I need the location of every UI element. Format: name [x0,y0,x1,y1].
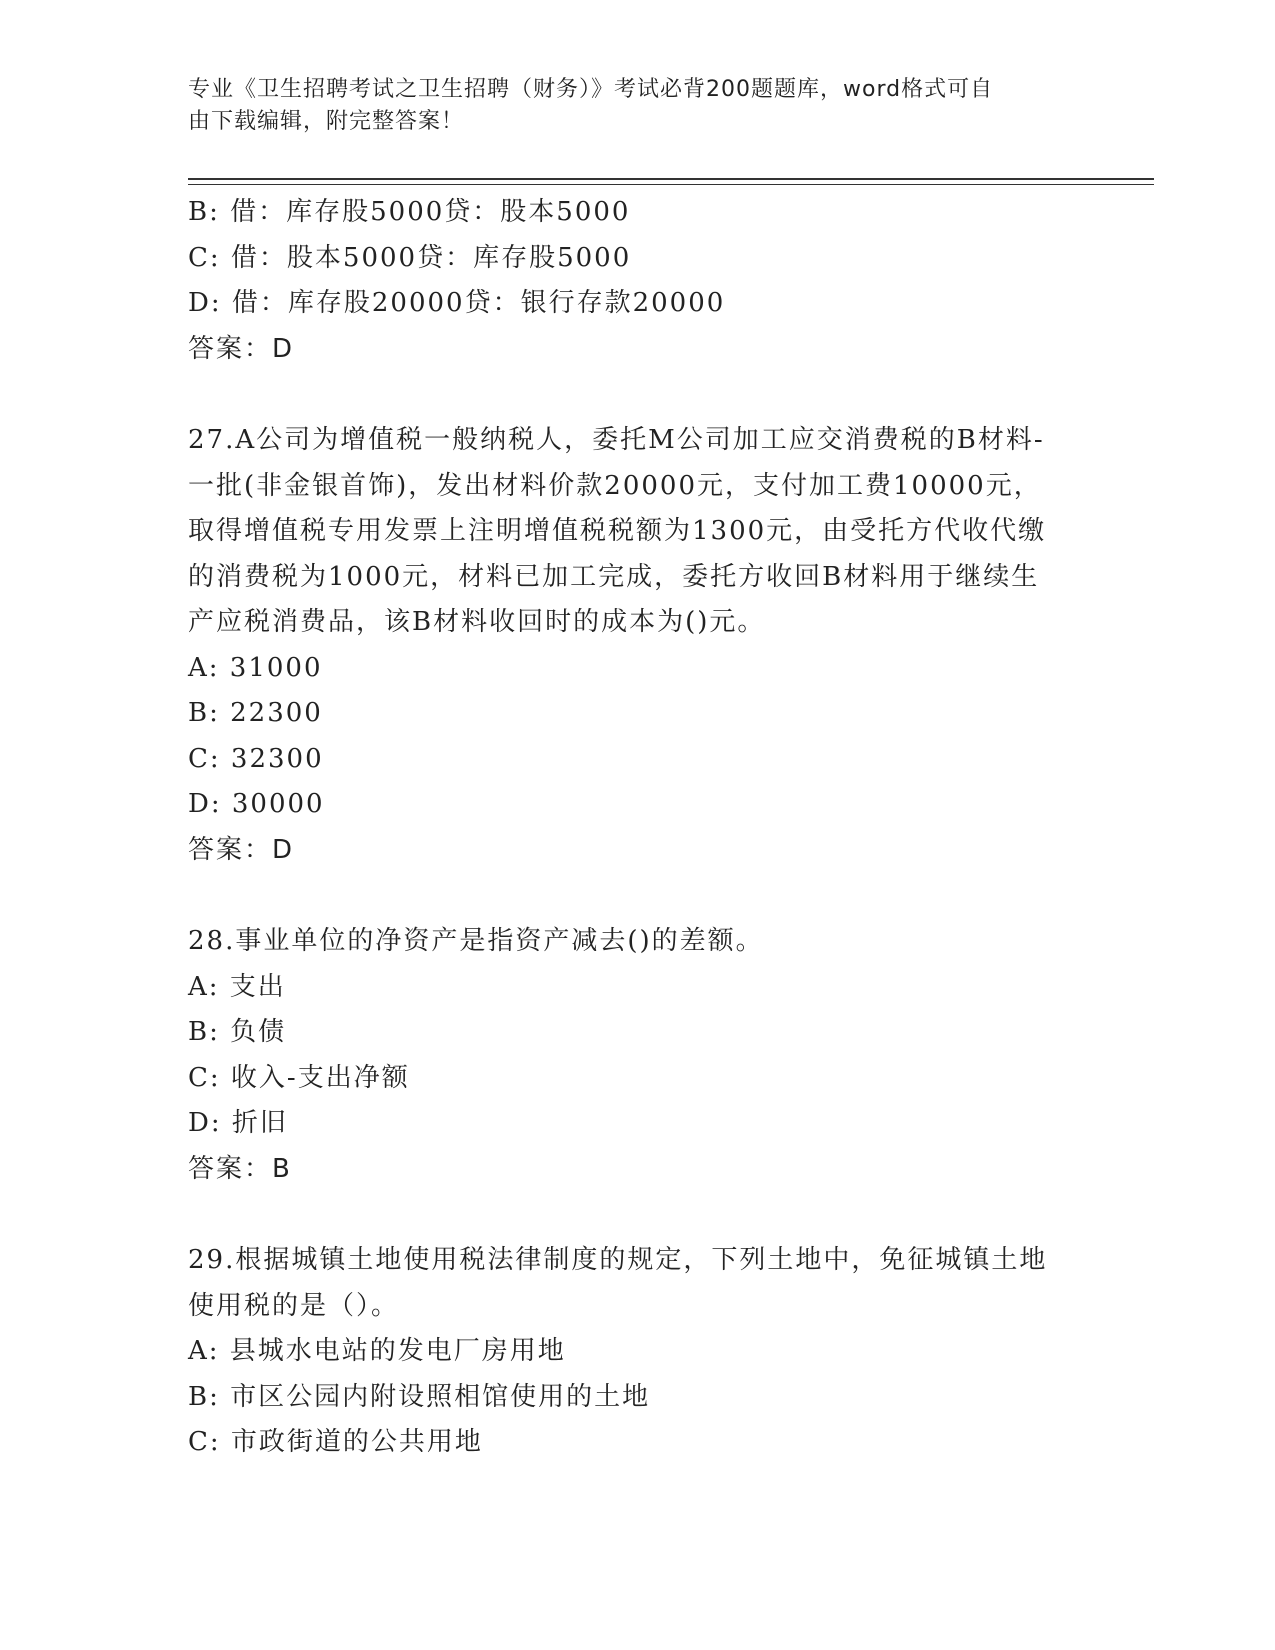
option-b: B: 借：库存股5000贷：股本5000 [188,197,631,227]
option-a: A: 县城水电站的发电厂房用地 [188,1336,566,1366]
question-stem-line: 的消费税为1000元，材料已加工完成，委托方收回B材料用于继续生 [188,561,1040,592]
answer: 答案：B [188,1153,292,1184]
header-line-1: 专业《卫生招聘考试之卫生招聘（财务）》考试必背200题题库，word格式可自 [188,77,994,102]
question-29 [188,1238,1088,1466]
answer: 答案：D [188,834,295,865]
option-a: A: 31000 [188,652,323,683]
question-26-tail [188,190,1088,372]
option-d: D: 借：库存股20000贷：银行存款20000 [188,288,726,318]
document-body [188,190,1088,1466]
answer: 答案：D [188,333,295,364]
option-b: B: 负债 [188,1017,287,1047]
question-stem-line: 使用税的是（）。 [188,1290,400,1321]
question-stem-line: 取得增值税专用发票上注明增值税税额为1300元，由受托方代收代缴 [188,516,1047,546]
header-line-2: 由下载编辑，附完整答案！ [188,109,465,134]
option-a: A: 支出 [188,971,286,1002]
option-c: C: 借：股本5000贷：库存股5000 [188,242,632,273]
spacer [188,1192,1088,1238]
option-b: B: 22300 [188,698,323,728]
header-rule-thin [188,184,1154,185]
question-28 [188,919,1088,1192]
option-d: D: 折旧 [188,1108,288,1138]
option-d: D: 30000 [188,789,325,819]
option-c: C: 32300 [188,743,324,774]
header-rule-thick [188,178,1154,180]
option-b: B: 市区公园内附设照相馆使用的土地 [188,1381,651,1412]
spacer [188,873,1088,919]
question-stem-line: 29.根据城镇土地使用税法律制度的规定，下列土地中，免征城镇土地 [188,1245,1048,1275]
question-27 [188,418,1088,873]
option-c: C: 收入-支出净额 [188,1062,410,1093]
option-c: C: 市政街道的公共用地 [188,1427,483,1457]
question-stem-line: 一批(非金银首饰)，发出材料价款20000元，支付加工费10000元， [188,470,1042,501]
question-stem-line: 产应税消费品，该B材料收回时的成本为()元。 [188,607,766,637]
spacer [188,372,1088,418]
question-stem-line: 27.A公司为增值税一般纳税人，委托M公司加工应交消费税的B材料- [188,425,1045,455]
document-header [188,74,1088,138]
question-stem-line: 28.事业单位的净资产是指资产减去()的差额。 [188,926,764,956]
